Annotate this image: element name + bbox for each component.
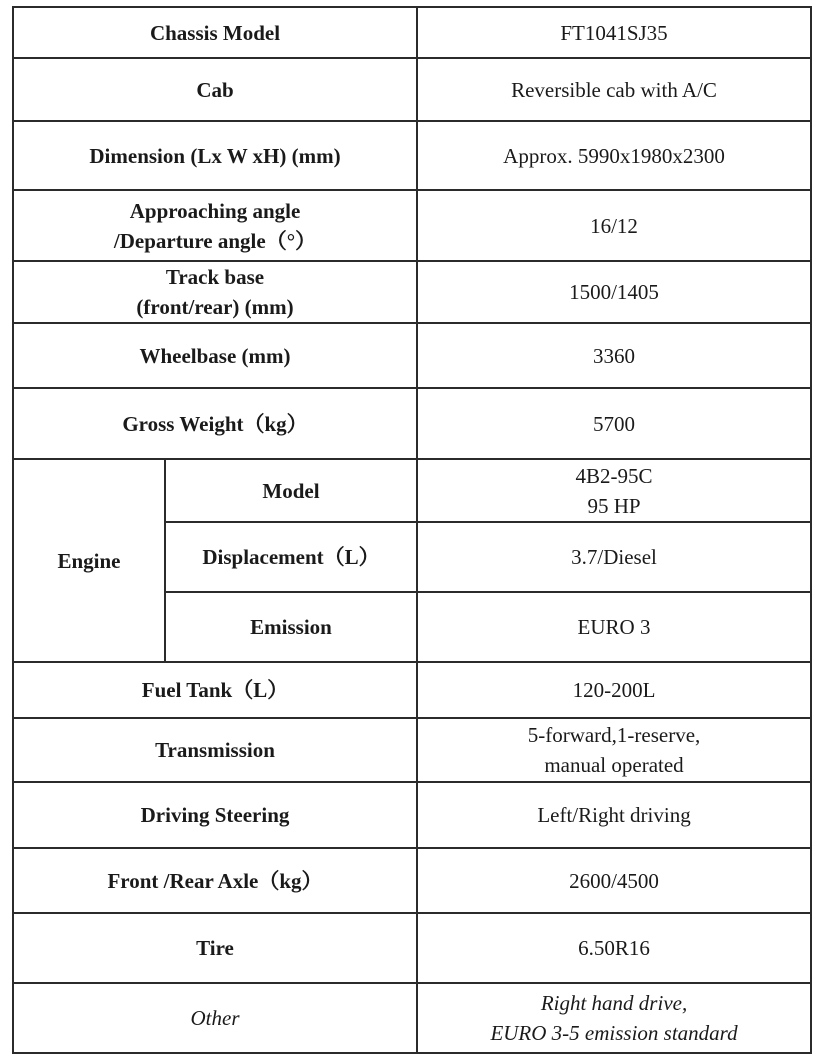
angle-label: [13, 190, 417, 261]
track-base-label-line1: Track base: [165, 265, 265, 289]
chassis-model-value: FT1041SJ35: [417, 7, 811, 58]
table-row: [13, 718, 811, 782]
other-value: [417, 983, 811, 1053]
table-row: [13, 459, 811, 522]
table-row: [13, 662, 811, 718]
table-row: [13, 913, 811, 983]
table-row: [13, 782, 811, 848]
table-row: [13, 848, 811, 913]
cab-label: Cab: [13, 58, 417, 121]
engine-model-label: Model: [165, 459, 417, 522]
cab-value: Reversible cab with A/C: [417, 58, 811, 121]
wheelbase-value: 3360: [417, 323, 811, 388]
displacement-label: Displacement（L）: [165, 522, 417, 592]
table-row: [13, 7, 811, 58]
axle-value: 2600/4500: [417, 848, 811, 913]
emission-label: Emission: [165, 592, 417, 662]
transmission-label: Transmission: [13, 718, 417, 782]
engine-model-value-line2: 95 HP: [587, 493, 641, 518]
angle-value: 16/12: [417, 190, 811, 261]
fuel-tank-label: Fuel Tank（L）: [13, 662, 417, 718]
transmission-value: [417, 718, 811, 782]
angle-label-line1: Approaching angle: [129, 198, 301, 223]
transmission-value-line1: 5-forward,1-reserve,: [527, 723, 701, 747]
dimension-value: Approx. 5990x1980x2300: [417, 121, 811, 190]
table-row: [13, 190, 811, 261]
wheelbase-label: Wheelbase (mm): [13, 323, 417, 388]
table-row: [13, 261, 811, 323]
driving-steering-value: Left/Right driving: [417, 782, 811, 848]
engine-model-value: [417, 459, 811, 522]
table-row: [13, 983, 811, 1053]
table-row: [13, 121, 811, 190]
emission-value: EURO 3: [417, 592, 811, 662]
table-row: [13, 58, 811, 121]
gross-weight-label: Gross Weight（kg）: [13, 388, 417, 459]
tire-label: Tire: [13, 913, 417, 983]
other-label: Other: [13, 983, 417, 1053]
axle-label: Front /Rear Axle（kg）: [13, 848, 417, 913]
table-row: [13, 388, 811, 459]
track-base-label-line2: (front/rear) (mm): [136, 295, 294, 319]
transmission-value-line2: manual operated: [544, 753, 684, 777]
dimension-label: Dimension (Lx W xH) (mm): [13, 121, 417, 190]
other-value-line2: EURO 3-5 emission standard: [490, 1021, 738, 1045]
displacement-value: 3.7/Diesel: [417, 522, 811, 592]
track-base-value: 1500/1405: [417, 261, 811, 323]
engine-label: Engine: [13, 459, 165, 662]
spec-table: [12, 6, 812, 1054]
angle-label-line2: /Departure angle（°）: [113, 228, 317, 253]
driving-steering-label: Driving Steering: [13, 782, 417, 848]
chassis-model-label: Chassis Model: [13, 7, 417, 58]
table-row: [13, 323, 811, 388]
other-value-line1: Right hand drive,: [540, 991, 688, 1015]
engine-model-value-line1: 4B2-95C: [575, 463, 653, 488]
fuel-tank-value: 120-200L: [417, 662, 811, 718]
track-base-label: [13, 261, 417, 323]
tire-value: 6.50R16: [417, 913, 811, 983]
gross-weight-value: 5700: [417, 388, 811, 459]
